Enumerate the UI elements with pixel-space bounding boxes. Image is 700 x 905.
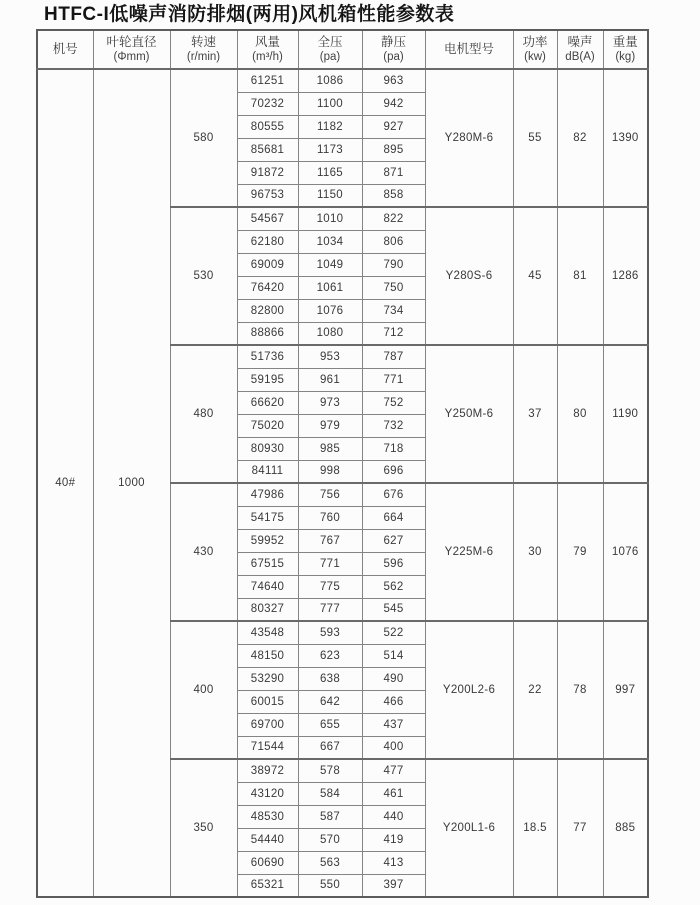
cell-air-volume: 47986 <box>237 483 298 506</box>
header-row <box>37 30 648 69</box>
cell-static-pressure: 490 <box>362 667 425 690</box>
cell-static-pressure: 522 <box>362 621 425 644</box>
cell-power: 30 <box>513 483 557 621</box>
header-unit: (r/min) <box>186 50 221 63</box>
cell-total-pressure: 771 <box>298 552 362 575</box>
cell-static-pressure: 440 <box>362 805 425 828</box>
cell-static-pressure: 750 <box>362 276 425 299</box>
cell-static-pressure: 806 <box>362 230 425 253</box>
cell-static-pressure: 400 <box>362 736 425 759</box>
cell-power: 37 <box>513 345 557 483</box>
cell-static-pressure: 477 <box>362 759 425 782</box>
cell-total-pressure: 563 <box>298 851 362 874</box>
cell-machine-no: 40# <box>37 69 93 897</box>
header-label: 噪声 <box>567 34 593 49</box>
cell-power: 22 <box>513 621 557 759</box>
cell-weight: 885 <box>603 759 648 897</box>
cell-static-pressure: 718 <box>362 437 425 460</box>
header-label: 叶轮直径 <box>106 34 157 49</box>
table-header-row <box>37 30 648 69</box>
cell-static-pressure: 514 <box>362 644 425 667</box>
header-label: 转速 <box>190 34 216 49</box>
cell-power: 45 <box>513 207 557 345</box>
cell-total-pressure: 550 <box>298 874 362 897</box>
cell-static-pressure: 419 <box>362 828 425 851</box>
cell-air-volume: 67515 <box>237 552 298 575</box>
cell-total-pressure: 1010 <box>298 207 362 230</box>
cell-static-pressure: 461 <box>362 782 425 805</box>
col-header-impeller-diameter <box>93 30 170 69</box>
cell-static-pressure: 437 <box>362 713 425 736</box>
cell-air-volume: 82800 <box>237 299 298 322</box>
cell-total-pressure: 578 <box>298 759 362 782</box>
col-header-total-pressure <box>298 30 362 69</box>
header-label: 静压 <box>380 34 406 49</box>
cell-total-pressure: 985 <box>298 437 362 460</box>
cell-air-volume: 80930 <box>237 437 298 460</box>
cell-static-pressure: 752 <box>362 391 425 414</box>
cell-total-pressure: 1080 <box>298 322 362 345</box>
header-unit: (kg) <box>615 50 636 63</box>
cell-static-pressure: 466 <box>362 690 425 713</box>
header-unit: (pa) <box>319 50 341 63</box>
cell-air-volume: 84111 <box>237 460 298 483</box>
cell-total-pressure: 593 <box>298 621 362 644</box>
cell-total-pressure: 961 <box>298 368 362 391</box>
header-label: 风量 <box>254 34 280 49</box>
cell-total-pressure: 1150 <box>298 184 362 207</box>
cell-total-pressure: 570 <box>298 828 362 851</box>
cell-air-volume: 75020 <box>237 414 298 437</box>
cell-speed: 350 <box>170 759 237 897</box>
header-label: 全压 <box>317 34 343 49</box>
cell-total-pressure: 623 <box>298 644 362 667</box>
cell-motor-model: Y200L2-6 <box>425 621 513 759</box>
cell-static-pressure: 545 <box>362 598 425 621</box>
cell-air-volume: 66620 <box>237 391 298 414</box>
cell-static-pressure: 927 <box>362 115 425 138</box>
cell-total-pressure: 777 <box>298 598 362 621</box>
cell-noise: 82 <box>557 69 603 207</box>
cell-air-volume: 80555 <box>237 115 298 138</box>
cell-air-volume: 69009 <box>237 253 298 276</box>
cell-weight: 1390 <box>603 69 648 207</box>
cell-static-pressure: 413 <box>362 851 425 874</box>
cell-air-volume: 88866 <box>237 322 298 345</box>
cell-air-volume: 54175 <box>237 506 298 529</box>
cell-total-pressure: 767 <box>298 529 362 552</box>
cell-air-volume: 43548 <box>237 621 298 644</box>
header-unit: dB(A) <box>565 50 595 63</box>
cell-noise: 77 <box>557 759 603 897</box>
col-header-static-pressure <box>362 30 425 69</box>
cell-total-pressure: 1086 <box>298 69 362 92</box>
cell-noise: 78 <box>557 621 603 759</box>
cell-total-pressure: 642 <box>298 690 362 713</box>
cell-air-volume: 76420 <box>237 276 298 299</box>
cell-total-pressure: 998 <box>298 460 362 483</box>
cell-total-pressure: 1173 <box>298 138 362 161</box>
header-unit: (pa) <box>383 50 404 63</box>
cell-air-volume: 60690 <box>237 851 298 874</box>
header-unit: (Φmm) <box>113 50 150 63</box>
cell-total-pressure: 1034 <box>298 230 362 253</box>
cell-air-volume: 91872 <box>237 161 298 184</box>
cell-air-volume: 96753 <box>237 184 298 207</box>
cell-air-volume: 61251 <box>237 69 298 92</box>
cell-air-volume: 54567 <box>237 207 298 230</box>
cell-static-pressure: 696 <box>362 460 425 483</box>
header-label: 电机型号 <box>443 42 494 56</box>
col-header-noise <box>557 30 603 69</box>
cell-weight: 1286 <box>603 207 648 345</box>
cell-noise: 79 <box>557 483 603 621</box>
cell-static-pressure: 787 <box>362 345 425 368</box>
cell-static-pressure: 562 <box>362 575 425 598</box>
cell-air-volume: 69700 <box>237 713 298 736</box>
cell-weight: 997 <box>603 621 648 759</box>
cell-static-pressure: 790 <box>362 253 425 276</box>
cell-total-pressure: 1182 <box>298 115 362 138</box>
cell-static-pressure: 871 <box>362 161 425 184</box>
cell-static-pressure: 771 <box>362 368 425 391</box>
cell-static-pressure: 822 <box>362 207 425 230</box>
cell-speed: 530 <box>170 207 237 345</box>
cell-motor-model: Y200L1-6 <box>425 759 513 897</box>
cell-air-volume: 60015 <box>237 690 298 713</box>
cell-total-pressure: 1061 <box>298 276 362 299</box>
cell-total-pressure: 979 <box>298 414 362 437</box>
cell-speed: 580 <box>170 69 237 207</box>
cell-static-pressure: 397 <box>362 874 425 897</box>
cell-motor-model: Y280S-6 <box>425 207 513 345</box>
cell-total-pressure: 756 <box>298 483 362 506</box>
cell-static-pressure: 963 <box>362 69 425 92</box>
cell-weight: 1076 <box>603 483 648 621</box>
cell-weight: 1190 <box>603 345 648 483</box>
cell-power: 55 <box>513 69 557 207</box>
cell-air-volume: 70232 <box>237 92 298 115</box>
col-header-power <box>513 30 557 69</box>
cell-motor-model: Y250M-6 <box>425 345 513 483</box>
fan-spec-table <box>36 29 649 898</box>
cell-total-pressure: 655 <box>298 713 362 736</box>
cell-air-volume: 85681 <box>237 138 298 161</box>
cell-total-pressure: 667 <box>298 736 362 759</box>
cell-static-pressure: 712 <box>362 322 425 345</box>
cell-air-volume: 54440 <box>237 828 298 851</box>
cell-total-pressure: 973 <box>298 391 362 414</box>
cell-total-pressure: 638 <box>298 667 362 690</box>
cell-air-volume: 71544 <box>237 736 298 759</box>
cell-total-pressure: 1165 <box>298 161 362 184</box>
cell-noise: 81 <box>557 207 603 345</box>
cell-impeller-diameter: 1000 <box>93 69 170 897</box>
col-header-air-volume <box>237 30 298 69</box>
cell-static-pressure: 676 <box>362 483 425 506</box>
cell-speed: 480 <box>170 345 237 483</box>
cell-total-pressure: 1049 <box>298 253 362 276</box>
cell-total-pressure: 587 <box>298 805 362 828</box>
col-header-machine-no <box>37 30 93 69</box>
cell-air-volume: 43120 <box>237 782 298 805</box>
cell-total-pressure: 760 <box>298 506 362 529</box>
col-header-speed <box>170 30 237 69</box>
cell-air-volume: 74640 <box>237 575 298 598</box>
header-label: 机号 <box>52 42 78 56</box>
col-header-weight <box>603 30 648 69</box>
cell-speed: 400 <box>170 621 237 759</box>
cell-air-volume: 38972 <box>237 759 298 782</box>
cell-air-volume: 51736 <box>237 345 298 368</box>
col-header-motor-model <box>425 30 513 69</box>
cell-air-volume: 48530 <box>237 805 298 828</box>
cell-total-pressure: 584 <box>298 782 362 805</box>
cell-air-volume: 80327 <box>237 598 298 621</box>
page-title: HTFC-I低噪声消防排烟(两用)风机箱性能参数表 <box>44 4 455 25</box>
cell-air-volume: 53290 <box>237 667 298 690</box>
header-unit: (kw) <box>524 50 546 63</box>
cell-static-pressure: 734 <box>362 299 425 322</box>
header-unit: (m³/h) <box>252 50 283 63</box>
cell-total-pressure: 1100 <box>298 92 362 115</box>
cell-power: 18.5 <box>513 759 557 897</box>
table-body <box>37 69 648 897</box>
cell-motor-model: Y225M-6 <box>425 483 513 621</box>
cell-static-pressure: 895 <box>362 138 425 161</box>
header-label: 功率 <box>522 34 548 49</box>
cell-static-pressure: 627 <box>362 529 425 552</box>
cell-static-pressure: 942 <box>362 92 425 115</box>
cell-static-pressure: 596 <box>362 552 425 575</box>
table-row <box>37 69 648 92</box>
cell-air-volume: 48150 <box>237 644 298 667</box>
cell-motor-model: Y280M-6 <box>425 69 513 207</box>
cell-total-pressure: 1076 <box>298 299 362 322</box>
cell-static-pressure: 732 <box>362 414 425 437</box>
cell-static-pressure: 858 <box>362 184 425 207</box>
header-label: 重量 <box>612 34 638 49</box>
cell-air-volume: 59195 <box>237 368 298 391</box>
cell-noise: 80 <box>557 345 603 483</box>
cell-speed: 430 <box>170 483 237 621</box>
cell-total-pressure: 953 <box>298 345 362 368</box>
cell-air-volume: 62180 <box>237 230 298 253</box>
cell-static-pressure: 664 <box>362 506 425 529</box>
cell-total-pressure: 775 <box>298 575 362 598</box>
cell-air-volume: 65321 <box>237 874 298 897</box>
cell-air-volume: 59952 <box>237 529 298 552</box>
